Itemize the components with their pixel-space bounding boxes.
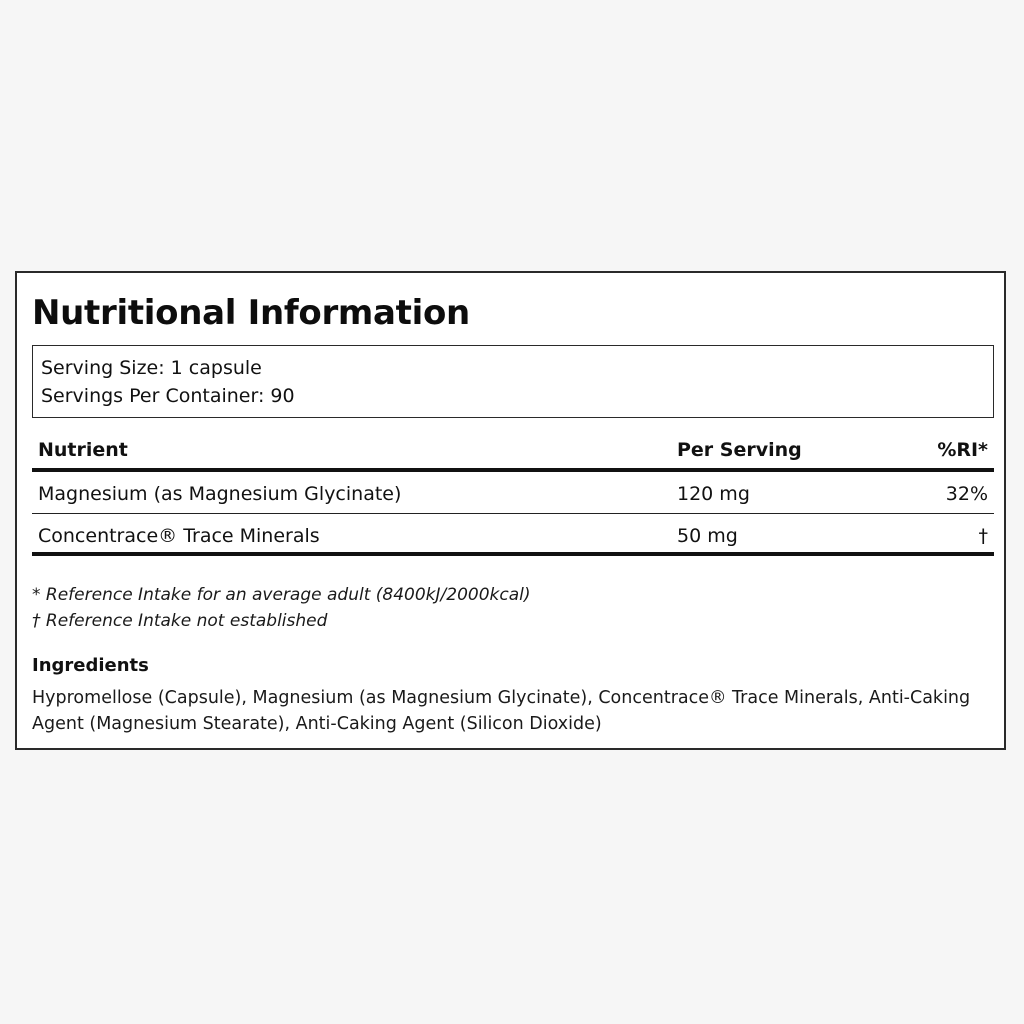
serving-info-box	[32, 345, 994, 418]
table-row	[32, 472, 994, 514]
nutrient-amount: 120 mg	[677, 483, 750, 505]
table-row	[32, 514, 994, 556]
nutrient-ri: †	[978, 525, 988, 547]
ingredients-heading: Ingredients	[32, 655, 149, 676]
nutrient-amount: 50 mg	[677, 525, 738, 547]
servings-per-container: Servings Per Container: 90	[41, 385, 295, 407]
page-title: Nutritional Information	[32, 293, 470, 333]
footnote-not-established: † Reference Intake not established	[32, 611, 328, 631]
nutrient-table	[32, 428, 994, 556]
nutrient-ri: 32%	[945, 483, 988, 505]
ingredients-text: Hypromellose (Capsule), Magnesium (as Magnesium Glycinate), Concentrace® Trace Minerals, Anti-Caking Agent (Magnesium Stearate), Anti-Caking Agent (Silicon Dioxide)	[32, 688, 971, 734]
serving-size: Serving Size: 1 capsule	[41, 357, 262, 379]
header-ri: %RI*	[937, 439, 988, 461]
header-per-serving: Per Serving	[677, 439, 802, 461]
table-header-row	[32, 428, 994, 472]
nutrient-name: Magnesium (as Magnesium Glycinate)	[38, 483, 402, 505]
footnotes	[32, 582, 531, 634]
header-nutrient: Nutrient	[38, 439, 128, 461]
nutrient-name: Concentrace® Trace Minerals	[38, 525, 320, 547]
footnote-reference-intake: * Reference Intake for an average adult (8400kJ/2000kcal)	[32, 585, 531, 605]
nutrition-panel	[15, 271, 1006, 750]
